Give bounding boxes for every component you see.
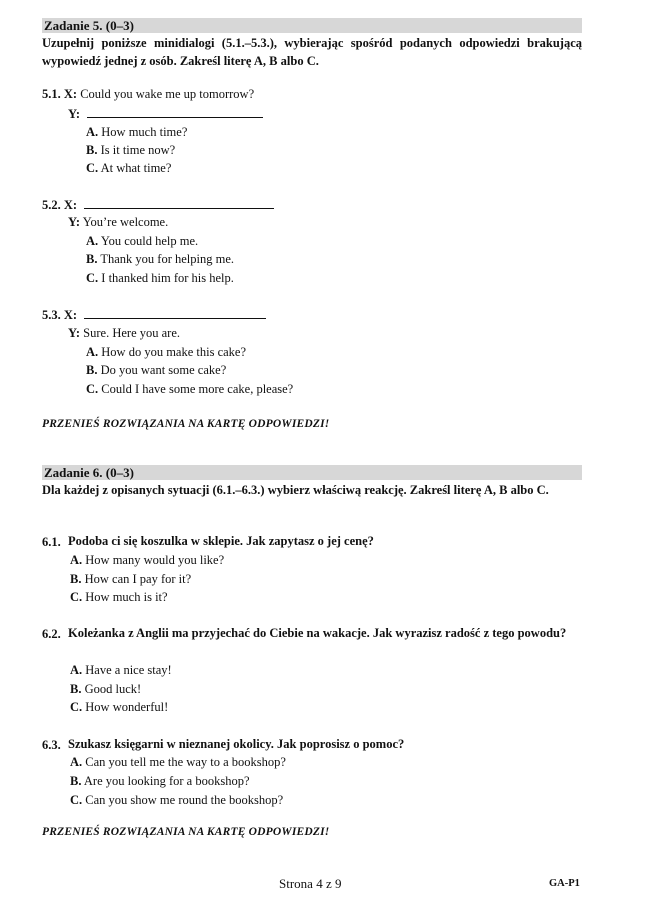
option-letter: C. xyxy=(86,382,99,396)
dialog-5-2-y xyxy=(68,214,168,230)
option-text: Thank you for helping me. xyxy=(100,252,235,266)
option-text: Could I have some more cake, please? xyxy=(101,382,294,396)
situation-6-3: Szukasz księgarni w nieznanej okolicy. Jak poprosisz o pomoc? xyxy=(68,737,405,751)
speaker-y-label: Y: xyxy=(68,107,81,121)
item-number-6-3: 6.3. xyxy=(42,738,61,752)
option-text: Can you tell me the way to a bookshop? xyxy=(85,755,286,769)
speaker-y-text: You’re welcome. xyxy=(82,215,169,229)
situation-6-2: Koleżanka z Anglii ma przyjechać do Ciebie na wakacje. Jak wyrazisz radość z tego powodu? xyxy=(68,626,567,640)
option-5-1-a xyxy=(86,124,187,140)
option-text: How many would you like? xyxy=(85,553,225,567)
speaker-y-label: Y: xyxy=(68,326,81,340)
option-letter: B. xyxy=(86,143,98,157)
item-number: 5.3. xyxy=(42,308,61,322)
option-text: How wonderful! xyxy=(85,700,169,714)
option-letter: B. xyxy=(86,252,98,266)
option-text: How can I pay for it? xyxy=(84,572,192,586)
option-text: How much time? xyxy=(101,125,188,139)
option-letter: B. xyxy=(70,572,82,586)
item-number-6-2: 6.2. xyxy=(42,627,61,641)
option-text: How much is it? xyxy=(85,590,168,604)
option-letter: B. xyxy=(70,774,82,788)
option-5-3-b xyxy=(86,362,226,378)
option-letter: A. xyxy=(70,553,83,567)
option-letter: A. xyxy=(86,234,99,248)
option-text: Can you show me round the bookshop? xyxy=(85,793,284,807)
option-5-3-a xyxy=(86,344,246,360)
speaker-x-text: Could you wake me up tomorrow? xyxy=(80,87,255,101)
task6-header: Zadanie 6. (0–3) xyxy=(42,465,582,480)
option-letter: B. xyxy=(86,363,98,377)
option-letter: A. xyxy=(86,125,99,139)
task5-header: Zadanie 5. (0–3) xyxy=(42,18,582,33)
option-6-3-b xyxy=(70,773,250,789)
item-number: 5.1. xyxy=(42,87,61,101)
option-letter: A. xyxy=(86,345,99,359)
option-6-3-a xyxy=(70,754,286,770)
item-number-6-1: 6.1. xyxy=(42,535,61,549)
option-letter: A. xyxy=(70,663,83,677)
option-letter: C. xyxy=(86,161,99,175)
option-5-1-b xyxy=(86,142,175,158)
option-letter: C. xyxy=(70,700,83,714)
dialog-5-3-y xyxy=(68,325,180,341)
option-text: Good luck! xyxy=(84,682,142,696)
dialog-5-2-x xyxy=(42,196,274,213)
transfer-answers-note: PRZENIEŚ ROZWIĄZANIA NA KARTĘ ODPOWIEDZI! xyxy=(42,826,330,838)
situation-6-1: Podoba ci się koszulka w sklepie. Jak zapytasz o jej cenę? xyxy=(68,534,374,548)
transfer-answers-note: PRZENIEŚ ROZWIĄZANIA NA KARTĘ ODPOWIEDZI! xyxy=(42,418,330,430)
option-5-2-b xyxy=(86,251,234,267)
option-letter: B. xyxy=(70,682,82,696)
option-6-3-c xyxy=(70,792,283,808)
answer-blank xyxy=(84,196,274,209)
option-6-1-a xyxy=(70,552,224,568)
speaker-y-text: Sure. Here you are. xyxy=(83,326,181,340)
answer-blank xyxy=(87,105,263,118)
option-letter: C. xyxy=(70,793,83,807)
option-5-2-a xyxy=(86,233,198,249)
option-6-1-c xyxy=(70,589,168,605)
answer-blank xyxy=(84,306,266,319)
option-letter: A. xyxy=(70,755,83,769)
speaker-x-label: X: xyxy=(63,198,78,212)
option-text: Are you looking for a bookshop? xyxy=(83,774,250,788)
option-5-2-c xyxy=(86,270,234,286)
option-6-2-c xyxy=(70,699,168,715)
option-6-2-b xyxy=(70,681,141,697)
option-text: Have a nice stay! xyxy=(85,663,172,677)
task5-instruction: Uzupełnij poniższe minidialogi (5.1.–5.3.), wybierając spośród podanych odpowiedzi brakującą wypowiedź jednej z osób. Zakreśl literę A, B albo C. xyxy=(42,36,582,68)
task6-instruction: Dla każdej z opisanych sytuacji (6.1.–6.3.) wybierz właściwą reakcję. Zakreśl literę A, B albo C. xyxy=(42,483,549,497)
option-text: How do you make this cake? xyxy=(101,345,247,359)
speaker-x-label: X: xyxy=(63,308,78,322)
option-6-2-a xyxy=(70,662,172,678)
speaker-y-label: Y: xyxy=(68,215,81,229)
item-number: 5.2. xyxy=(42,198,61,212)
option-text: I thanked him for his help. xyxy=(101,271,234,285)
dialog-5-1-y xyxy=(68,105,263,122)
option-6-1-b xyxy=(70,571,191,587)
option-letter: C. xyxy=(70,590,83,604)
dialog-5-3-x xyxy=(42,306,266,323)
option-5-1-c xyxy=(86,160,171,176)
option-text: You could help me. xyxy=(100,234,199,248)
page-number: Strona 4 z 9 xyxy=(279,876,342,891)
dialog-5-1-x xyxy=(42,86,254,102)
option-5-3-c xyxy=(86,381,293,397)
speaker-x-label: X: xyxy=(63,87,78,101)
option-text: Is it time now? xyxy=(100,143,176,157)
option-text: At what time? xyxy=(100,161,172,175)
option-letter: C. xyxy=(86,271,99,285)
exam-code: GA-P1 xyxy=(549,878,580,889)
option-text: Do you want some cake? xyxy=(100,363,227,377)
